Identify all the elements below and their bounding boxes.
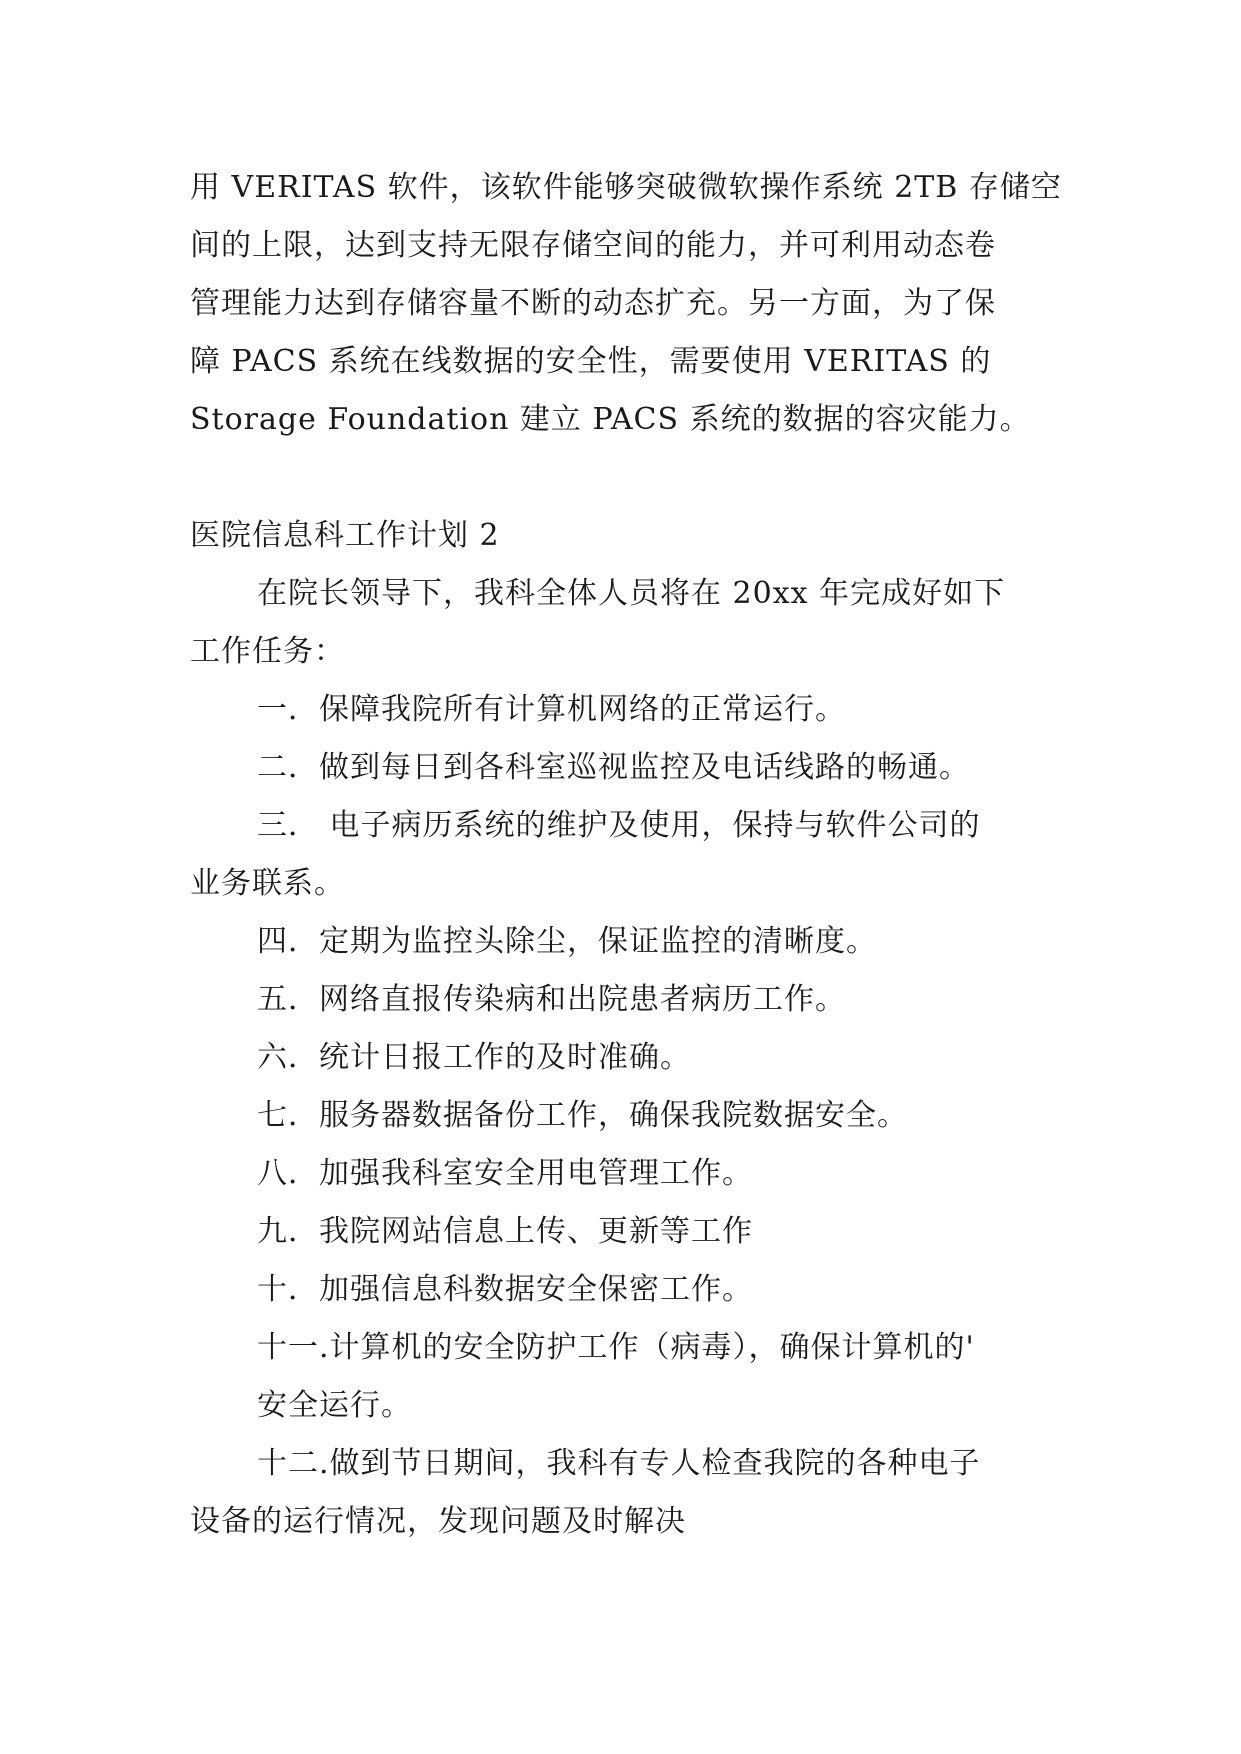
list-item: 四．定期为监控头除尘，保证监控的清晰度。: [257, 924, 877, 959]
lead-line-2: 工作任务：: [190, 634, 345, 669]
lead-line-1: 在院长领导下，我科全体人员将在 20xx 年完成好如下: [257, 576, 1006, 611]
intro-line-2: 间的上限，达到支持无限存储空间的能力，并可利用动态卷: [190, 228, 996, 263]
list-item-continuation: 设备的运行情况，发现问题及时解决: [190, 1504, 686, 1539]
list-item: 十一.计算机的安全防护工作（病毒），确保计算机的': [257, 1330, 975, 1365]
list-item: 十．加强信息科数据安全保密工作。: [257, 1272, 753, 1307]
intro-line-3: 管理能力达到存储容量不断的动态扩充。另一方面，为了保: [190, 286, 996, 321]
list-item: 九．我院网站信息上传、更新等工作: [257, 1214, 753, 1249]
list-item-continuation: 安全运行。: [257, 1388, 412, 1423]
list-item: 一．保障我院所有计算机网络的正常运行。: [257, 692, 846, 727]
list-item: 二．做到每日到各科室巡视监控及电话线路的畅通。: [257, 750, 970, 785]
intro-line-1: 用 VERITAS 软件，该软件能够突破微软操作系统 2TB 存储空: [190, 170, 1062, 205]
list-item: 六．统计日报工作的及时准确。: [257, 1040, 691, 1075]
list-item: 五．网络直报传染病和出院患者病历工作。: [257, 982, 846, 1017]
list-item: 三． 电子病历系统的维护及使用，保持与软件公司的: [257, 808, 981, 843]
list-item: 八．加强我科室安全用电管理工作。: [257, 1156, 753, 1191]
intro-line-4: 障 PACS 系统在线数据的安全性，需要使用 VERITAS 的: [190, 344, 992, 379]
list-item: 十二.做到节日期间，我科有专人检查我院的各种电子: [257, 1446, 981, 1481]
list-item-continuation: 业务联系。: [190, 866, 345, 901]
section-title: 医院信息科工作计划 2: [190, 518, 500, 553]
intro-line-5: Storage Foundation 建立 PACS 系统的数据的容灾能力。: [190, 402, 1031, 437]
list-item: 七．服务器数据备份工作，确保我院数据安全。: [257, 1098, 908, 1133]
